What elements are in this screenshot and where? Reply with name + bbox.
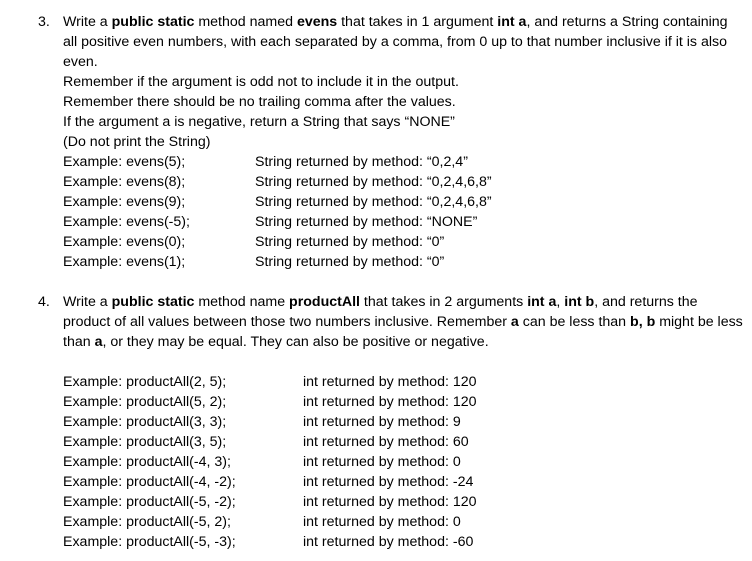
example-row bbox=[63, 192, 743, 212]
example-result: String returned by method: “0” bbox=[255, 234, 445, 250]
example-call: Example: productAll(2, 5); bbox=[63, 374, 227, 390]
example-result: String returned by method: “0,2,4” bbox=[255, 154, 468, 170]
example-row bbox=[63, 412, 743, 432]
example-call: Example: productAll(3, 3); bbox=[63, 414, 227, 430]
question-prompt: Write a public static method named evens that takes in 1 argument int a, and returns a String containing all positive even numbers, with each separated by a comma, from 0 up to that number inclusive if it is also even. bbox=[63, 14, 728, 70]
example-call: Example: evens(8); bbox=[63, 174, 186, 190]
example-result: int returned by method: 0 bbox=[303, 454, 461, 470]
example-call: Example: productAll(-4, 3); bbox=[63, 454, 231, 470]
example-result: int returned by method: 120 bbox=[303, 374, 477, 390]
example-result: String returned by method: “0,2,4,6,8” bbox=[255, 194, 492, 210]
example-row bbox=[63, 372, 743, 392]
example-result: String returned by method: “0” bbox=[255, 254, 445, 270]
example-row bbox=[63, 452, 743, 472]
example-call: Example: evens(9); bbox=[63, 194, 186, 210]
note-line: (Do not print the String) bbox=[63, 134, 211, 150]
example-row bbox=[63, 232, 743, 252]
example-result: int returned by method: 120 bbox=[303, 494, 477, 510]
example-call: Example: productAll(-5, -3); bbox=[63, 534, 236, 550]
example-row bbox=[63, 392, 743, 412]
example-row bbox=[63, 512, 743, 532]
example-result: String returned by method: “0,2,4,6,8” bbox=[255, 174, 492, 190]
example-result: int returned by method: 9 bbox=[303, 414, 461, 430]
example-result: String returned by method: “NONE” bbox=[255, 214, 478, 230]
example-result: int returned by method: -24 bbox=[303, 474, 474, 490]
example-row bbox=[63, 532, 743, 552]
example-result: int returned by method: 0 bbox=[303, 514, 461, 530]
note-line: Remember if the argument is odd not to include it in the output. bbox=[63, 74, 459, 90]
note-line: If the argument a is negative, return a String that says “NONE” bbox=[63, 114, 455, 130]
example-row bbox=[63, 472, 743, 492]
example-call: Example: productAll(-5, 2); bbox=[63, 514, 231, 530]
example-result: int returned by method: 120 bbox=[303, 394, 477, 410]
example-result: int returned by method: 60 bbox=[303, 434, 469, 450]
example-call: Example: productAll(-5, -2); bbox=[63, 494, 236, 510]
example-call: Example: productAll(3, 5); bbox=[63, 434, 227, 450]
example-row bbox=[63, 172, 743, 192]
example-call: Example: productAll(5, 2); bbox=[63, 394, 227, 410]
example-call: Example: productAll(-4, -2); bbox=[63, 474, 236, 490]
example-result: int returned by method: -60 bbox=[303, 534, 474, 550]
question-number: 4. bbox=[38, 294, 50, 310]
example-call: Example: evens(-5); bbox=[63, 214, 190, 230]
example-row bbox=[63, 432, 743, 452]
question-number: 3. bbox=[38, 14, 50, 30]
example-call: Example: evens(5); bbox=[63, 154, 186, 170]
example-row bbox=[63, 492, 743, 512]
example-row bbox=[63, 152, 743, 172]
question-prompt: Write a public static method name productAll that takes in 2 arguments int a, int b, and returns the product of all values between those two numbers inclusive. Remember a can be less than b, b might be less than a, or they may be equal. They can also be positive or negative. bbox=[63, 294, 743, 350]
example-call: Example: evens(1); bbox=[63, 254, 186, 270]
example-call: Example: evens(0); bbox=[63, 234, 186, 250]
example-row bbox=[63, 252, 743, 272]
example-row bbox=[63, 212, 743, 232]
note-line: Remember there should be no trailing comma after the values. bbox=[63, 94, 456, 110]
